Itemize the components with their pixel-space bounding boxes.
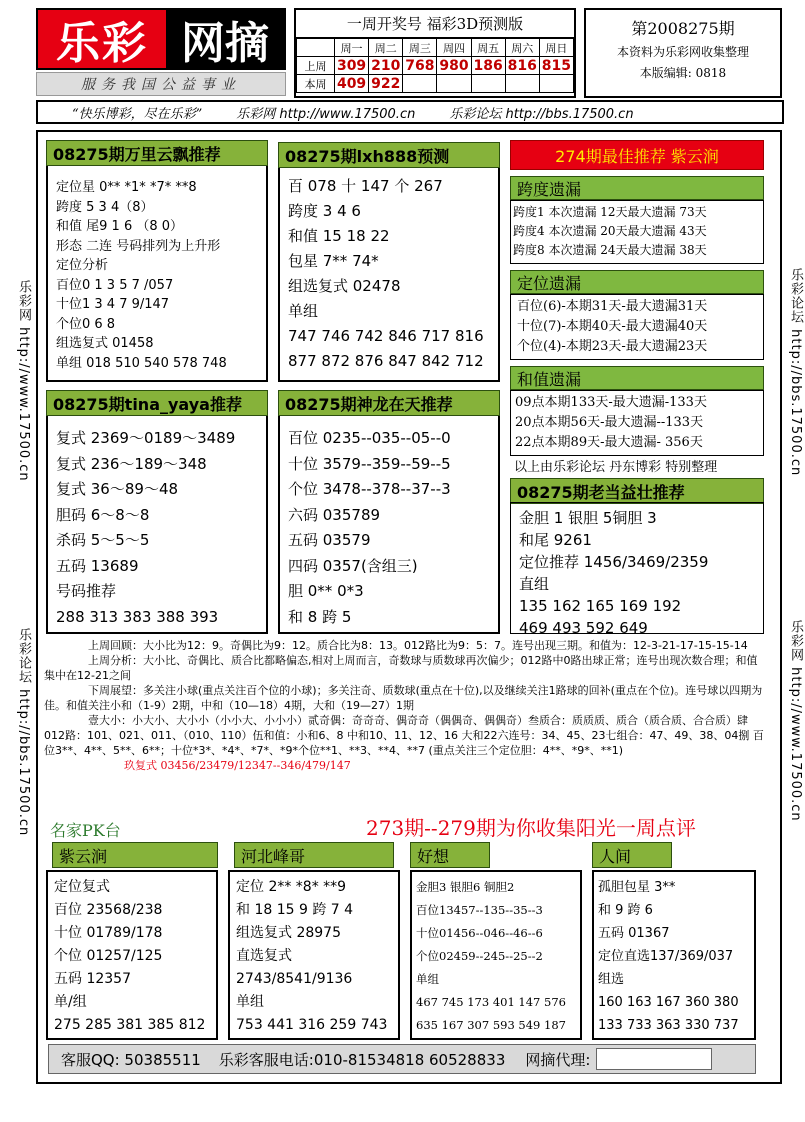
- pos-miss-list: [510, 294, 764, 360]
- row-label: 本周: [297, 75, 335, 93]
- expert-line: 定位直选137/369/037: [598, 949, 734, 964]
- agent-label: 网摘代理:: [525, 1050, 591, 1069]
- analysis-review: 上周回顾：大小比为12：9。奇偶比为9：12。质合比为8：13。012路比为9：5：7。连号出现三期。和值为：12-3-21-17-15-15-14: [88, 639, 748, 652]
- sum-miss-list: [510, 390, 764, 456]
- prediction-line: 四码 0357(含组三): [288, 556, 418, 575]
- prediction-line: 胆码 6～8～8: [56, 505, 150, 524]
- forum-link[interactable]: 乐彩论坛 http://bbs.17500.cn: [449, 106, 634, 122]
- expert-line: 孤胆包星 3**: [598, 880, 676, 895]
- draw-number: [539, 75, 573, 93]
- box3-title: 08275期tina_yaya推荐: [46, 390, 268, 416]
- expert-box: [592, 870, 756, 1040]
- expert-line: 单组: [236, 994, 264, 1010]
- expert-name: 人间: [592, 842, 672, 868]
- prediction-line: 百 078 十 147 个 267: [288, 177, 443, 195]
- expert-name: 好想: [410, 842, 490, 868]
- prediction-line: 形态 二连 号码排列为上升形: [56, 238, 221, 254]
- expert-name: 河北峰哥: [234, 842, 394, 868]
- day-label: 周六: [505, 39, 539, 57]
- expert-line: 753 441 316 259 743: [236, 1017, 388, 1033]
- best-title: 274期最佳推荐 紫云涧: [510, 140, 764, 170]
- prediction-line: 复式 236～189～348: [56, 454, 207, 473]
- prediction-line: 288 313 383 388 393: [56, 607, 219, 626]
- prediction-line: 五码 03579: [288, 531, 371, 549]
- weekly-results: [294, 8, 576, 98]
- expert-line: 275 285 381 385 812: [54, 1017, 206, 1033]
- prediction-line: 和 8 跨 5: [288, 607, 352, 626]
- box2-title: 08275期lxh888预测: [278, 142, 500, 168]
- prediction-line: 杀码 5～5～5: [56, 531, 150, 549]
- expert-line: 160 163 167 360 380: [598, 995, 739, 1010]
- box4-title: 08275期神龙在天推荐: [278, 390, 500, 416]
- expert-line: 定位复式: [54, 879, 110, 895]
- span-miss-list: [510, 200, 764, 264]
- site-link[interactable]: 乐彩网 http://www.17500.cn: [236, 106, 416, 122]
- prediction-box-3: [46, 400, 268, 634]
- expert-box: [410, 870, 582, 1040]
- draw-number: 768: [403, 57, 437, 75]
- logo: [36, 8, 286, 70]
- expert-line: 和 18 15 9 跨 7 4: [236, 902, 354, 918]
- prediction-line: 跨度 3 4 6: [288, 202, 361, 220]
- expert-line: 组选复式 28975: [236, 925, 341, 941]
- analysis-summary: 上周分析：大小比、奇偶比、质合比都略偏态,相对上周而言，奇数球与质数球再次偏少；012路中0路出球正常；连号出现次数合理；和值集中在12-21之间: [44, 654, 758, 682]
- prediction-line: 五码 13689: [56, 556, 139, 575]
- miss-line: 跨度8 本次遗漏 24天最大遗漏 38天: [513, 243, 707, 257]
- expert-line: 和 9 跨 6: [598, 903, 653, 918]
- prediction-line: 十位 3579--359--59--5: [288, 454, 451, 473]
- logo-text-right: 网摘: [166, 10, 284, 68]
- miss-line: 跨度4 本次遗漏 20天最大遗漏 43天: [513, 224, 707, 238]
- day-label: 周三: [403, 39, 437, 57]
- prediction-line: 直组: [519, 575, 550, 593]
- issue-info: [584, 8, 782, 98]
- prediction-line: 135 162 165 169 192: [519, 597, 682, 615]
- agent-field: [596, 1048, 712, 1070]
- miss-line: 十位(7)-本期40天-最大遗漏40天: [517, 319, 708, 334]
- prediction-line: 组选复式 01458: [56, 336, 154, 351]
- analysis-outlook: 下周展望：多关注小球(重点关注百个位的小球)；多关注奇、质数球(重点在十位),以及继续关注1路球的回补(重点在个位)。连号球以四期为佳。和值关注小和（1-9）2期，中和（10—18）4期，大和（19—27）1期: [44, 684, 763, 712]
- draw-number: 210: [369, 57, 403, 75]
- results-title: 一周开奖号 福彩3D预测版: [296, 10, 574, 38]
- expert-line: 十位 01789/178: [54, 925, 163, 941]
- pk-label: 名家PK台: [50, 821, 121, 840]
- prediction-line: 百位 0235--035--05--0: [288, 429, 451, 447]
- draw-number: 309: [335, 57, 369, 75]
- analysis: [44, 638, 766, 773]
- draw-number: 186: [471, 57, 505, 75]
- motto: 服务我国公益事业: [36, 72, 286, 96]
- customer-qq: 客服QQ: 50385511: [61, 1050, 201, 1069]
- prediction-line: 个位0 6 8: [56, 316, 116, 332]
- prediction-line: 百位0 1 3 5 7 /057: [56, 277, 174, 293]
- expert-line: 467 745 173 401 147 576: [416, 995, 566, 1009]
- prediction-line: 胆 0** 0*3: [288, 582, 364, 600]
- miss-line: 09点本期133天-最大遗漏-133天: [515, 395, 707, 410]
- prediction-box-2: [278, 150, 500, 382]
- expert-line: 635 167 307 593 549 187: [416, 1018, 566, 1032]
- expert-box: [46, 870, 218, 1040]
- prediction-line: 877 872 876 847 842 712: [288, 352, 484, 370]
- expert-line: 个位02459--245--25--2: [416, 949, 543, 963]
- draw-number: 815: [539, 57, 573, 75]
- miss-line: 百位(6)-本期31天-最大遗漏31天: [517, 299, 708, 314]
- draw-number: [403, 75, 437, 93]
- expert-line: 百位 23568/238: [54, 902, 163, 918]
- miss-line: 20点本期56天-最大遗漏--133天: [515, 415, 704, 430]
- prediction-line: 单组: [288, 302, 319, 320]
- credit-note: 以上由乐彩论坛 丹东博彩 特别整理: [514, 460, 718, 475]
- miss-line: 个位(4)-本期23天-最大遗漏23天: [517, 339, 708, 354]
- box5-title: 08275期老当益壮推荐: [510, 478, 764, 504]
- expert-line: 金胆3 银胆6 铜胆2: [416, 880, 515, 894]
- issue-note: 本资料为乐彩网收集整理: [616, 45, 749, 59]
- expert-line: 定位 2** *8* **9: [236, 879, 347, 895]
- prediction-line: 定位推荐 1456/3469/2359: [519, 553, 709, 571]
- expert-name: 紫云涧: [52, 842, 218, 868]
- draw-number: 980: [437, 57, 471, 75]
- miss-line: 跨度1 本次遗漏 12天最大遗漏 73天: [513, 205, 707, 219]
- prediction-line: 复式 36～89～48: [56, 480, 179, 498]
- day-label: 周五: [471, 39, 505, 57]
- logo-text-left: 乐彩: [56, 18, 148, 69]
- expert-line: 百位13457--135--35--3: [416, 903, 543, 917]
- prediction-line: 组选复式 02478: [288, 277, 401, 295]
- expert-line: 单/组: [54, 994, 87, 1010]
- prediction-line: 定位星 0** *1* *7* **8: [56, 180, 197, 195]
- side-text-right-bottom: 乐彩网 http://www.17500.cn: [788, 620, 803, 822]
- prediction-box-5: [510, 502, 764, 637]
- prediction-line: 和值 15 18 22: [288, 227, 390, 245]
- expert-line: 十位01456--046--46--6: [416, 926, 543, 940]
- prediction-line: 469 493 592 649: [519, 619, 648, 637]
- prediction-line: 个位 3478--378--37--3: [288, 480, 451, 498]
- pk-headline: 273期--279期为你收集阳光一周点评: [366, 816, 696, 840]
- prediction-line: 跨度 5 3 4（8）: [56, 199, 154, 215]
- analysis-combo: 玖复式 03456/23479/12347--346/479/147: [124, 759, 351, 772]
- expert-line: 组选: [598, 972, 625, 987]
- pos-miss-title: 定位遗漏: [510, 270, 764, 294]
- prediction-line: 包星 7** 74*: [288, 252, 379, 270]
- prediction-line: 号码推荐: [56, 582, 117, 600]
- prediction-box-4: [278, 400, 500, 634]
- prediction-line: 和值 尾9 1 6 （8 0）: [56, 219, 184, 234]
- draw-number: [437, 75, 471, 93]
- span-miss-title: 跨度遗漏: [510, 176, 764, 200]
- expert-line: 直选复式: [236, 948, 292, 964]
- prediction-line: 定位分析: [56, 258, 109, 273]
- row-label: 上周: [297, 57, 335, 75]
- issue-number: 第2008275期: [631, 19, 735, 38]
- miss-line: 22点本期89天-最大遗漏- 356天: [515, 435, 703, 450]
- side-text-left-top: 乐彩网 http://www.17500.cn: [16, 280, 31, 482]
- prediction-line: 金胆 1 银胆 5铜胆 3: [519, 509, 657, 527]
- expert-line: 五码 12357: [54, 971, 131, 987]
- prediction-line: 和尾 9261: [519, 531, 592, 549]
- prediction-line: 六码 035789: [288, 505, 381, 524]
- prediction-line: 复式 2369～0189～3489: [56, 429, 236, 447]
- draw-number: [505, 75, 539, 93]
- day-label: 周二: [369, 39, 403, 57]
- expert-box: [228, 870, 400, 1040]
- prediction-line: 747 746 742 846 717 816: [288, 327, 484, 345]
- expert-line: 133 733 363 330 737: [598, 1018, 739, 1033]
- box1-title: 08275期万里云飘推荐: [46, 140, 268, 166]
- expert-line: 个位 01257/125: [54, 948, 163, 964]
- expert-line: 五码 01367: [598, 926, 670, 941]
- expert-line: 单组: [416, 972, 439, 986]
- sum-miss-title: 和值遗漏: [510, 366, 764, 390]
- draw-number: 409: [335, 75, 369, 93]
- prediction-line: 单组 018 510 540 578 748: [56, 355, 227, 371]
- day-label: 周四: [437, 39, 471, 57]
- side-text-left-bottom: 乐彩论坛 http://bbs.17500.cn: [16, 628, 31, 837]
- editor: 本版编辑: 0818: [639, 66, 727, 80]
- customer-phone: 乐彩客服电话:010-81534818 60528833: [218, 1050, 506, 1069]
- expert-line: 2743/8541/9136: [236, 971, 353, 987]
- results-table: [296, 38, 574, 93]
- day-label: 周一: [335, 39, 369, 57]
- slogan-quote: “快乐博彩，尽在乐彩”: [72, 106, 203, 122]
- draw-number: 922: [369, 75, 403, 93]
- prediction-box-1: [46, 150, 268, 382]
- footer-bar: [48, 1044, 756, 1074]
- day-label: 周日: [539, 39, 573, 57]
- side-text-right-top: 乐彩论坛 http://bbs.17500.cn: [788, 268, 803, 477]
- slogan-bar: [36, 100, 784, 124]
- draw-number: [471, 75, 505, 93]
- analysis-picks: 壹大小：小大小、大小小（小小大、小小小）贰奇偶：奇奇奇、偶奇奇（偶偶奇、偶偶奇）叁质合：质质质、质合（质合质、合合质）肆012路：101、021、011、（010、110）伍和值：小和6、8 中和10、11、12、16 大和22六连号：34、45、23七组合：47、49、38、04捌 百位3**、4**、5**、6**；十位*3*、*4*、*7*、*9*个位**1、**3、**4、**7 (重点关注三个定位胆：4**、*9*、**1): [44, 714, 764, 757]
- prediction-line: 十位1 3 4 7 9/147: [56, 297, 170, 312]
- draw-number: 816: [505, 57, 539, 75]
